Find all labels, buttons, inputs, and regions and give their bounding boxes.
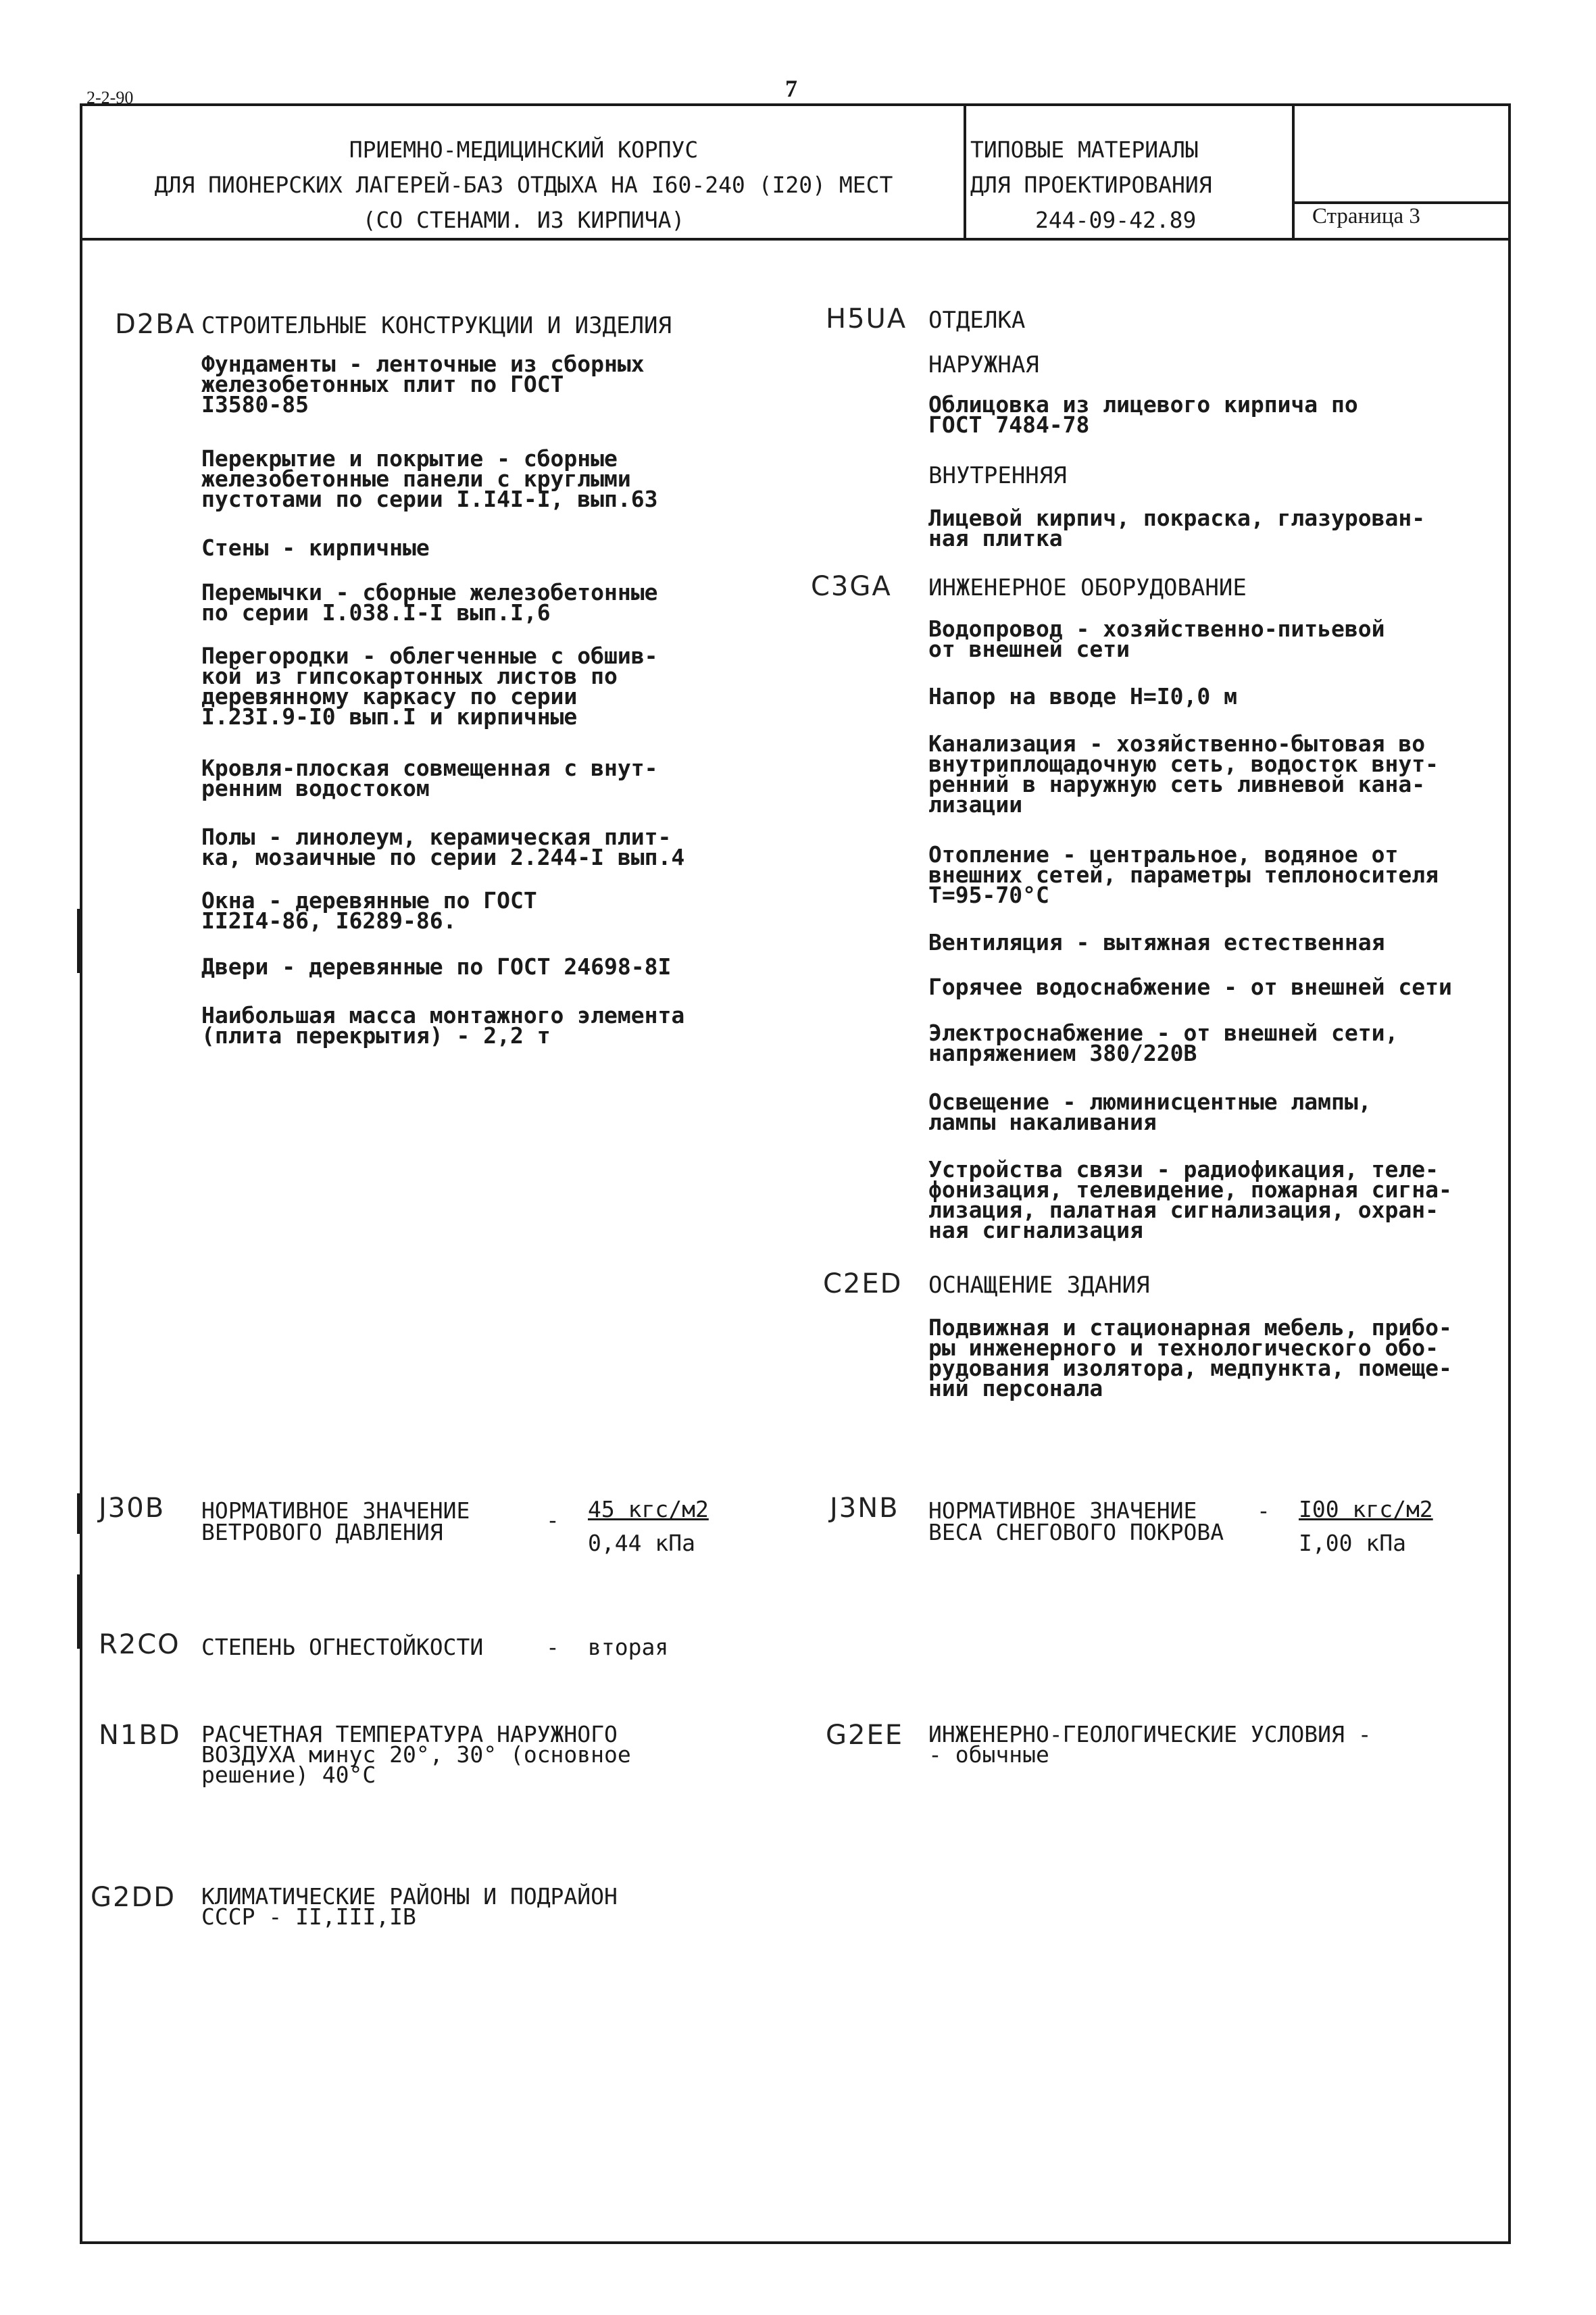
list-item: Наибольшая масса монтажного элемента (плита перекрытия) - 2,2 т bbox=[201, 1002, 685, 1049]
list-item: Водопровод - хозяйственно-питьевой от внешней сети bbox=[928, 616, 1385, 662]
list-item: Отопление - центральное, водяное от внешних сетей, параметры теплоносителя Т=95-70°С bbox=[928, 841, 1439, 908]
climate-text: КЛИМАТИЧЕСКИЕ РАЙОНЫ И ПОДРАЙОН СССР - II,III,IВ bbox=[201, 1883, 618, 1930]
list-item: Перемычки - сборные железобетонные по серии I.038.I-I вып.I,6 bbox=[201, 579, 658, 626]
list-item: Подвижная и стационарная мебель, прибо- ры инженерного и технологического обо- рудования изолятора, медпункта, помеще- ний персонала bbox=[928, 1314, 1452, 1401]
list-item: Освещение - люминисцентные лампы, лампы накаливания bbox=[928, 1089, 1372, 1135]
fire-value: вторая bbox=[588, 1634, 669, 1660]
list-item: Перекрытие и покрытие - сборные железобетонные панели с круглыми пустотами по серии I.I4I-I, вып.63 bbox=[201, 445, 658, 512]
list-item: Электроснабжение - от внешней сети, напряжением 380/220В bbox=[928, 1020, 1399, 1066]
page-number: 7 bbox=[785, 75, 797, 102]
wind-value-kpa: 0,44 кПа bbox=[588, 1530, 695, 1556]
wind-value-kgs: 45 кгс/м2 bbox=[588, 1496, 709, 1522]
list-item: Лицевой кирпич, покраска, глазурован- ная плитка bbox=[928, 505, 1426, 551]
title-line: ПРИЕМНО-МЕДИЦИНСКИЙ КОРПУС bbox=[349, 136, 699, 163]
header-column-divider bbox=[964, 103, 966, 238]
section-code: G2EE bbox=[826, 1720, 903, 1751]
section-title-engineering: ИНЖЕНЕРНОЕ ОБОРУДОВАНИЕ bbox=[928, 574, 1247, 601]
section-code: J3NB bbox=[830, 1493, 899, 1524]
list-item: Облицовка из лицевого кирпича по ГОСТ 7484-78 bbox=[928, 391, 1358, 438]
header-divider bbox=[80, 238, 1511, 241]
subsection-outer: НАРУЖНАЯ bbox=[928, 351, 1039, 378]
list-item: Горячее водоснабжение - от внешней сети bbox=[928, 974, 1452, 1000]
snow-dash: - bbox=[1257, 1497, 1270, 1524]
list-item: Окна - деревянные по ГОСТ II2I4-86, I6289-86. bbox=[201, 887, 537, 934]
margin-mark bbox=[77, 1574, 80, 1649]
title-line: ДЛЯ ПИОНЕРСКИХ ЛАГЕРЕЙ-БАЗ ОТДЫХА НА I60-240 (I20) МЕСТ bbox=[154, 172, 893, 198]
margin-mark bbox=[77, 909, 80, 973]
header-column-divider bbox=[1292, 103, 1295, 238]
temperature-text: РАСЧЕТНАЯ ТЕМПЕРАТУРА НАРУЖНОГО ВОЗДУХА минус 20°, 30° (основное решение) 40°С bbox=[201, 1721, 631, 1788]
section-title-equipment: ОСНАЩЕНИЕ ЗДАНИЯ bbox=[928, 1272, 1150, 1299]
section-code: D2BA bbox=[115, 309, 196, 340]
materials-code: 244-09-42.89 bbox=[1035, 207, 1197, 233]
geology-text: ИНЖЕНЕРНО-ГЕОЛОГИЧЕСКИЕ УСЛОВИЯ - - обычные bbox=[928, 1721, 1372, 1768]
title-line: (СО СТЕНАМИ. ИЗ КИРПИЧА) bbox=[362, 207, 685, 233]
section-code: J30B bbox=[99, 1493, 166, 1524]
snow-label: НОРМАТИВНОЕ ЗНАЧЕНИЕ ВЕСА СНЕГОВОГО ПОКРОВА bbox=[928, 1497, 1224, 1545]
margin-mark bbox=[77, 1493, 80, 1534]
snow-value-kgs: I00 кгс/м2 bbox=[1299, 1496, 1433, 1522]
list-item: Напор на вводе Н=I0,0 м bbox=[928, 683, 1237, 710]
list-item: Кровля-плоская совмещенная с внут- ренним водостоком bbox=[201, 755, 658, 801]
section-code: R2CO bbox=[99, 1629, 180, 1660]
materials-line: ДЛЯ ПРОЕКТИРОВАНИЯ bbox=[970, 172, 1212, 198]
list-item: Устройства связи - радиофикация, теле- фонизация, телевидение, пожарная сигна- лизация, палатная сигнализация, охран- ная сигнализация bbox=[928, 1156, 1452, 1243]
fire-label: СТЕПЕНЬ ОГНЕСТОЙКОСТИ bbox=[201, 1634, 484, 1660]
list-item: Канализация - хозяйственно-бытовая во внутриплощадочную сеть, водосток внут- ренний в наружную сеть ливневой кана- лизации bbox=[928, 730, 1439, 818]
list-item: Вентиляция - вытяжная естественная bbox=[928, 929, 1385, 955]
section-code: C2ED bbox=[823, 1268, 903, 1299]
section-title-construction: СТРОИТЕЛЬНЫЕ КОНСТРУКЦИИ И ИЗДЕЛИЯ bbox=[201, 312, 672, 339]
section-code: N1BD bbox=[99, 1720, 181, 1751]
snow-value-kpa: I,00 кПа bbox=[1299, 1530, 1406, 1556]
wind-label: НОРМАТИВНОЕ ЗНАЧЕНИЕ ВЕТРОВОГО ДАВЛЕНИЯ bbox=[201, 1497, 470, 1545]
typical-materials-block bbox=[970, 132, 1292, 238]
list-item: Двери - деревянные по ГОСТ 24698-8I bbox=[201, 953, 672, 980]
fire-dash: - bbox=[546, 1634, 559, 1660]
page-label: Страница 3 bbox=[1312, 204, 1420, 228]
corner-code: 2-2-90 bbox=[86, 88, 134, 107]
subsection-inner: ВНУТРЕННЯЯ bbox=[928, 462, 1067, 489]
wind-dash: - bbox=[546, 1507, 559, 1533]
document-title bbox=[88, 132, 959, 238]
list-item: Стены - кирпичные bbox=[201, 534, 430, 561]
section-code: C3GA bbox=[811, 571, 892, 602]
section-code: G2DD bbox=[91, 1882, 176, 1913]
materials-line: ТИПОВЫЕ МАТЕРИАЛЫ bbox=[970, 136, 1199, 163]
section-title-finishing: ОТДЕЛКА bbox=[928, 307, 1026, 334]
section-code: H5UA bbox=[826, 303, 907, 334]
list-item: Фундаменты - ленточные из сборных железобетонных плит по ГОСТ I3580-85 bbox=[201, 351, 645, 418]
list-item: Полы - линолеум, керамическая плит- ка, мозаичные по серии 2.244-I вып.4 bbox=[201, 824, 685, 870]
list-item: Перегородки - облегченные с обшив- кой из гипсокартонных листов по деревянному каркасу по серии I.23I.9-I0 вып.I и кирпичные bbox=[201, 643, 658, 730]
